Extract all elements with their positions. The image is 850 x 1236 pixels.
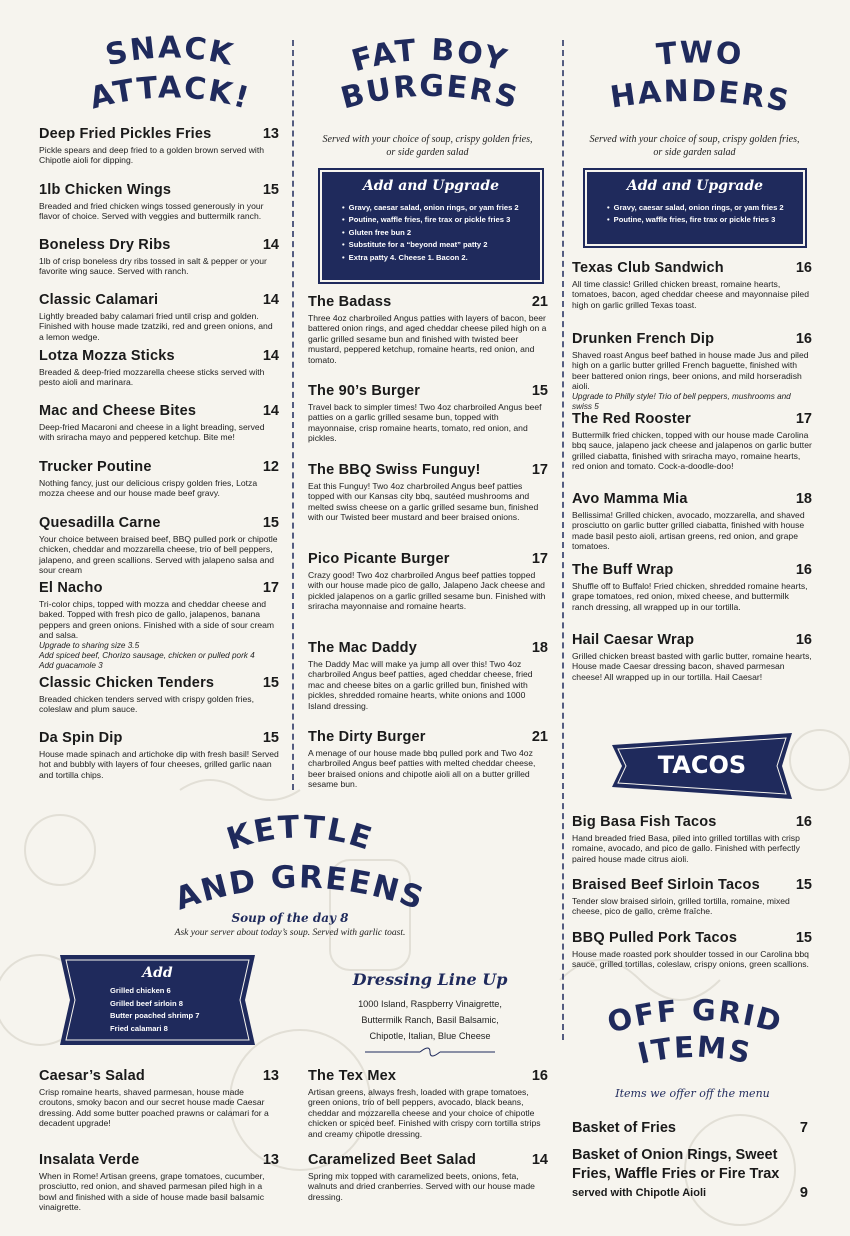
menu-item	[572, 331, 812, 412]
item-desc: Shaved roast Angus beef bathed in house made Jus and piled high on a garlic butter grilled French baguette, finished with beer battered onion rings, beer onions, and mild horseradish aioli.	[572, 350, 809, 392]
item-price: 21	[531, 729, 548, 745]
flourish-divider	[365, 1046, 495, 1058]
column-divider-right	[562, 40, 564, 1040]
item-name-line2: Fries, Waffle Fries or Fire Trax	[572, 1166, 780, 1182]
offgrid-subtitle: Items we offer off the menu	[615, 1087, 770, 1100]
svg-text:SNACK	[102, 30, 237, 73]
item-price: 14	[531, 1152, 548, 1168]
item-desc: Deep-fried Macaroni and cheese in a light breading, served with sriracha mayo and peppered ketchup. Bite me!	[39, 422, 265, 443]
upgrade-option: • Poutine, waffle fries, fire trax or pickle fries 3	[342, 214, 542, 226]
item-price: 21	[531, 294, 548, 310]
off-grid-title	[590, 995, 800, 1075]
menu-item	[39, 515, 279, 576]
item-name: Hail Caesar Wrap	[572, 632, 695, 648]
item-desc: Hand breaded fried Basa, piled into grilled tortillas with crisp romaine, avocado, and pico de gallo. Finished with perfectly paired house made citrus aioli.	[572, 833, 800, 864]
item-extra: Upgrade to sharing size 3.5	[39, 640, 140, 650]
item-price: 15	[262, 675, 279, 691]
item-price: 18	[531, 640, 548, 656]
soup-desc: Ask your server about today’s soup. Served with garlic toast.	[174, 928, 406, 938]
menu-item	[308, 383, 548, 444]
menu-item	[39, 580, 279, 671]
menu-item	[308, 729, 548, 790]
handers-title-line2: HANDERS	[608, 73, 794, 120]
svg-text:TWO	[655, 35, 745, 73]
item-desc: Nothing fancy, just our delicious crispy golden fries, Lotza mozza cheese and our house made beef gravy.	[39, 478, 258, 499]
item-price: 15	[262, 730, 279, 746]
item-name: Drunken French Dip	[572, 331, 715, 347]
item-price: 14	[262, 348, 279, 364]
item-name: BBQ Pulled Pork Tacos	[572, 930, 738, 946]
menu-item	[572, 491, 812, 552]
item-name-line1: Basket of Onion Rings, Sweet	[572, 1147, 778, 1163]
item-desc: Your choice between braised beef, BBQ pulled pork or chipotle chicken, cheddar and mozzarella cheese, trio of bell peppers, jalapeno, and green scallions. Served with jalapeno salsa and sour cream	[39, 534, 278, 576]
item-name: The Dirty Burger	[308, 729, 426, 745]
item-desc: Shuffle off to Buffalo! Fried chicken, shredded romaine hearts, grape tomatoes, red onion, mixed cheese, and buttermilk ranch dressing, all wrapped up in our tortilla.	[572, 581, 808, 612]
add-banner	[60, 955, 255, 1045]
item-price: 15	[795, 877, 812, 893]
item-name: Basket of Fries	[572, 1120, 676, 1136]
item-price: 14	[262, 292, 279, 308]
item-desc: When in Rome! Artisan greens, grape tomatoes, cucumber, prosciutto, red onion, and shaved parmesan piled high in a bowl and finished with a side of house made basil balsamic vinaigrette.	[39, 1171, 265, 1213]
kettle-title-line1: KETTLE	[222, 810, 378, 858]
item-name: Braised Beef Sirloin Tacos	[572, 877, 760, 893]
item-price: 15	[795, 930, 812, 946]
menu-item	[39, 403, 279, 443]
offgrid-title-line2: ITEMS	[634, 1029, 755, 1071]
soup-title: Soup of the day 8	[231, 911, 349, 925]
item-desc: 1lb of crisp boneless dry ribs tossed in salt & pepper or your favorite wing sauce. Served with ranch.	[39, 256, 267, 277]
menu-item	[572, 411, 812, 472]
item-name: 1lb Chicken Wings	[39, 182, 172, 198]
item-name: Classic Chicken Tenders	[39, 675, 215, 691]
item-name: The Badass	[308, 294, 392, 310]
item-name: Caesar’s Salad	[39, 1068, 145, 1084]
item-price: 12	[262, 459, 279, 475]
item-name: The Mac Daddy	[308, 640, 417, 656]
item-name: Deep Fried Pickles Fries	[39, 126, 212, 142]
menu-item	[308, 640, 548, 711]
item-name: Boneless Dry Ribs	[39, 237, 171, 253]
menu-item	[39, 182, 279, 222]
menu-item	[572, 877, 812, 917]
menu-item	[39, 292, 279, 342]
menu-item	[39, 1068, 279, 1129]
menu-item	[308, 294, 548, 365]
item-price: 16	[795, 331, 812, 347]
add-option: Grilled beef sirloin 8	[110, 998, 184, 1008]
item-desc: Tender slow braised sirloin, grilled tortilla, romaine, mixed cheese, pico de gallo, crème fraîche.	[572, 896, 790, 917]
item-desc: Tri-color chips, topped with mozza and cheddar cheese and baked. Topped with fresh pico de gallo, jalapenos, banana peppers and green onions. Finished with a side of sour cream and salsa.	[39, 599, 275, 641]
item-price: 17	[531, 462, 548, 478]
menu-item	[572, 260, 812, 310]
item-price: 13	[262, 126, 279, 142]
fat-boy-burgers-title	[320, 30, 540, 120]
upgrade-title: Add and Upgrade	[626, 178, 764, 194]
upgrade-option: • Gravy, caesar salad, onion rings, or yam fries 2	[607, 202, 805, 214]
handers-title-line1: TWO	[654, 35, 745, 74]
item-extra: Add spiced beef, Chorizo sausage, chicken or pulled pork 4	[39, 650, 255, 660]
menu-item	[308, 551, 548, 612]
item-desc: Grilled chicken breast basted with garlic butter, romaine hearts, House made Caesar dressing bacon, shaved parmesan cheese! All wrapped up in our tortilla. Hail Caesar!	[572, 651, 812, 682]
item-desc: Breaded chicken tenders served with crispy golden fries, coleslaw and plum sauce.	[39, 694, 254, 715]
item-extra: Add guacamole 3	[39, 660, 103, 670]
item-price: 14	[262, 403, 279, 419]
menu-item	[39, 730, 279, 780]
item-desc: All time classic! Grilled chicken breast, romaine hearts, tomatoes, bacon, aged cheddar cheese and mayonnaise piled high on garlic grilled Texas toast.	[572, 279, 809, 310]
menu-item	[572, 814, 812, 864]
svg-text:HANDERS	[608, 74, 793, 120]
item-desc: Breaded and fried chicken wings tossed generously in your flavor of choice. Served with veggies and buttermilk ranch.	[39, 201, 264, 222]
svg-text:ATTACK!	[86, 70, 254, 116]
item-desc: House made roasted pork shoulder tossed in our Carolina bbq sauce, grilled tortillas, coleslaw, crispy onions, green scallions.	[572, 949, 809, 970]
item-desc: A menage of our house made bbq pulled pork and Two 4oz charbroiled Angus beef patties with melted cheddar cheese, beer braised onions and chipotle aioli all on a butter grilled sesame bun.	[308, 748, 536, 790]
menu-item	[308, 462, 548, 523]
menu-item	[39, 348, 279, 388]
two-handers-title	[590, 30, 810, 120]
upgrade-option: • Gravy, caesar salad, onion rings, or yam fries 2	[342, 202, 542, 214]
item-name: El Nacho	[39, 580, 103, 596]
item-price: 7	[799, 1120, 808, 1136]
kettle-greens-title	[170, 810, 430, 920]
menu-item	[39, 675, 279, 715]
item-price: 15	[262, 182, 279, 198]
tacos-title: TACOS	[657, 751, 747, 779]
item-name: Avo Mamma Mia	[572, 491, 688, 507]
burgers-title-line2: BURGERS	[337, 68, 523, 117]
item-name: Texas Club Sandwich	[572, 260, 724, 276]
item-price: 16	[795, 260, 812, 276]
svg-text:AND GREENS	[171, 859, 430, 917]
menu-item	[572, 562, 812, 612]
item-price: 17	[531, 551, 548, 567]
menu-item	[39, 459, 279, 499]
item-desc: Crazy good! Two 4oz charbroiled Angus beef patties topped with our house made pico de gallo, Jalapeno Jack cheese and pickled jalapenos on a garlic grilled sesame bun. Finished with sriracha mayonnaise and romaine hearts.	[308, 570, 546, 612]
snack-title-line1: SNACK	[102, 30, 238, 74]
item-name: The Red Rooster	[572, 411, 692, 427]
menu-item	[308, 1152, 548, 1202]
item-desc: Spring mix topped with caramelized beets, onions, feta, walnuts and dried cranberries. Served with our house made dressing.	[308, 1171, 535, 1202]
item-name: Trucker Poutine	[39, 459, 152, 475]
item-price: 16	[795, 814, 812, 830]
kettle-title-line2: AND GREENS	[170, 859, 430, 918]
offgrid-item	[572, 1120, 808, 1136]
item-name: Quesadilla Carne	[39, 515, 161, 531]
item-desc: Eat this Funguy! Two 4oz charbroiled Angus beef patties topped with our Kansas city bbq, sautéed mushrooms and melted swiss cheese on a garlic grilled sesame bun, finished with our Twisted beer mustard and beer braised onions.	[308, 481, 539, 523]
item-desc: Artisan greens, always fresh, loaded with grape tomatoes, green onions, trio of bell peppers, avocado, black beans, cheddar and mozzarella cheese and your choice of chipotle chicken or spiced beef. Finished with crispy corn tortilla strips and creamy chipotle dressing.	[308, 1087, 541, 1139]
item-name: The Buff Wrap	[572, 562, 674, 578]
item-name: Classic Calamari	[39, 292, 159, 308]
svg-text:KETTLE	[223, 810, 378, 858]
item-name: Lotza Mozza Sticks	[39, 348, 175, 364]
column-divider-left	[292, 40, 294, 790]
add-option: Fried calamari 8	[110, 1023, 168, 1033]
item-price: 9	[799, 1185, 808, 1201]
item-price: 16	[795, 562, 812, 578]
upgrade-option: • Substitute for a “beyond meat” patty 2	[342, 239, 542, 251]
add-option: Butter poached shrimp 7	[110, 1011, 200, 1020]
item-desc: Lightly breaded baby calamari fried until crisp and golden. Finished with house made tzatziki, red and green onions, and a lemon wedge.	[39, 311, 273, 342]
add-title: Add	[142, 965, 173, 981]
item-desc: House made spinach and artichoke dip with fresh basil! Served hot and bubbly with layers of four cheeses, grilled garlic naan and tortilla chips.	[39, 749, 279, 780]
item-price: 13	[262, 1068, 279, 1084]
item-desc: Three 4oz charbroiled Angus patties with layers of bacon, beer battered onion rings, and aged cheddar cheese piled high on a garlic grilled sesame bun and finished with twisted beer mustard, peppered ketchup, romaine hearts, red onion, and tomato.	[308, 313, 547, 365]
menu-item	[308, 1068, 548, 1139]
menu-item	[39, 237, 279, 277]
burgers-upgrade-banner	[318, 168, 544, 284]
upgrade-option: • Extra patty 4. Cheese 1. Bacon 2.	[342, 252, 542, 264]
upgrade-title: Add and Upgrade	[362, 178, 500, 194]
item-price: 18	[795, 491, 812, 507]
item-price: 15	[531, 383, 548, 399]
item-name: The BBQ Swiss Funguy!	[308, 462, 481, 478]
dressing-list: 1000 Island, Raspberry Vinaigrette, Buttermilk Ranch, Basil Balsamic, Chipotle, Italian, Blue Cheese	[358, 999, 502, 1041]
item-price: 14	[262, 237, 279, 253]
item-name: Big Basa Fish Tacos	[572, 814, 717, 830]
menu-item	[39, 1152, 279, 1213]
offgrid-item	[572, 1146, 808, 1203]
item-price: 16	[795, 632, 812, 648]
dressing-title: Dressing Line Up	[352, 970, 508, 989]
item-name: The Tex Mex	[308, 1068, 397, 1084]
item-name: The 90’s Burger	[308, 383, 421, 399]
item-price: 13	[262, 1152, 279, 1168]
burgers-title-line1: FAT BOY	[348, 32, 512, 80]
handers-upgrade-banner	[583, 168, 807, 248]
item-name: Da Spin Dip	[39, 730, 123, 746]
upgrade-option: • Gluten free bun 2	[342, 227, 542, 239]
menu-item	[39, 126, 279, 166]
item-desc: The Daddy Mac will make ya jump all over this! Two 4oz charbroiled Angus beef patties, aged cheddar cheese, fried mac and cheese bites on a garlic grilled bun, finished with pickles, shredded romaine hearts, white onions and 1000 Island dressing.	[308, 659, 533, 711]
item-desc: Crisp romaine hearts, shaved parmesan, house made croutons, smoky bacon and our secret house made Caesar dressing. Add some butter poached prawns or calamari for a decadent upgrade!	[39, 1087, 269, 1129]
snack-title-line2: ATTACK!	[86, 70, 255, 117]
item-desc: Pickle spears and deep fried to a golden brown served with Chipotle aioli for dipping.	[39, 145, 265, 166]
upgrade-option: • Poutine, waffle fries, fire trax or pickle fries 3	[607, 214, 805, 226]
snack-attack-title	[60, 30, 280, 120]
item-desc: Bellissima! Grilled chicken, avocado, mozzarella, and shaved prosciutto on garlic butter grilled ciabatta, finished with house made basil pesto aioli, artisan greens, red onion, and grape tomatoes.	[572, 510, 805, 552]
svg-text:ITEMS	[634, 1030, 754, 1071]
item-extra: Upgrade to Philly style! Trio of bell peppers, mushrooms and swiss 5	[572, 391, 791, 411]
item-name: Caramelized Beet Salad	[308, 1152, 476, 1168]
menu-item	[572, 632, 812, 682]
item-note: served with Chipotle Aioli	[572, 1187, 707, 1199]
item-name: Pico Picante Burger	[308, 551, 450, 567]
item-name: Insalata Verde	[39, 1152, 140, 1168]
add-option: Grilled chicken 6	[110, 986, 171, 995]
item-desc: Buttermilk fried chicken, topped with our house made Carolina bbq sauce, jalapeno jack cheese and jalapenos on garlic butter grilled ciabatta, finished with sriracha mayo, romaine hearts, red onion and tomato. Cock-a-doodle-doo!	[572, 430, 812, 472]
item-price: 16	[531, 1068, 548, 1084]
item-price: 17	[262, 580, 279, 596]
item-name: Mac and Cheese Bites	[39, 403, 197, 419]
item-desc: Travel back to simpler times! Two 4oz charbroiled Angus beef patties on a garlic grilled sesame bun, topped with mayonnaise, crisp romaine hearts, tomato, red onion, and pickles.	[308, 402, 542, 444]
svg-text:BURGERS	[337, 69, 522, 117]
handers-subtitle: Served with your choice of soup, crispy golden fries, or side garden salad	[589, 134, 800, 158]
offgrid-title-line1: OFF GRID	[603, 995, 787, 1040]
burgers-subtitle: Served with your choice of soup, crispy golden fries, or side garden salad	[322, 134, 533, 158]
item-price: 17	[795, 411, 812, 427]
item-desc: Breaded & deep-fried mozzarella cheese sticks served with pesto aioli and marinara.	[39, 367, 265, 388]
item-price: 15	[262, 515, 279, 531]
menu-item	[572, 930, 812, 970]
